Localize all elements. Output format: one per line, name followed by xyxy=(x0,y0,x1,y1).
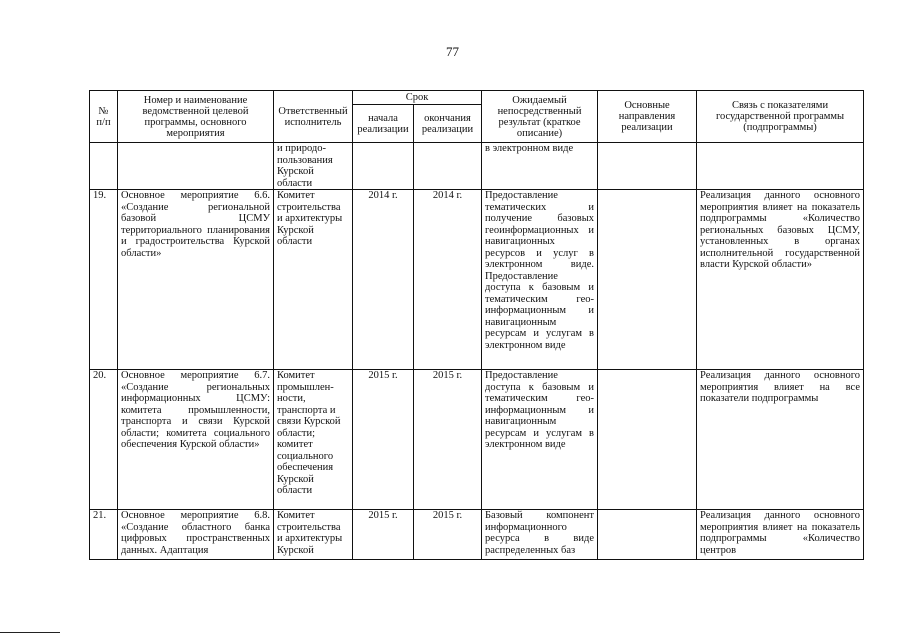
header-executor: Ответственный исполнитель xyxy=(274,91,353,143)
executor-line: области xyxy=(277,236,313,247)
row-executor xyxy=(274,510,353,560)
row-start xyxy=(353,143,414,190)
executor-line: Комитет xyxy=(277,510,315,521)
executor-line: и архитектуры xyxy=(277,213,343,224)
header-num: № п/п xyxy=(90,91,118,143)
row-program: Основное мероприятие 6.7. «Создание региональных информационных ЦСМУ: комитета промышленности, транспорта и связи Курской области; комитета социального обеспечения Курской области» xyxy=(118,370,274,510)
row-directions xyxy=(598,190,697,370)
row-executor xyxy=(274,190,353,370)
row-num xyxy=(90,143,118,190)
row-start: 2015 г. xyxy=(353,510,414,560)
executor-line: обеспечения xyxy=(277,462,334,473)
header-end: окончания реализации xyxy=(414,105,482,143)
footer-rule xyxy=(0,632,60,633)
table-body xyxy=(90,143,864,560)
executor-line: и архитектуры xyxy=(277,533,343,544)
row-result: Предоставление доступа к базовым и тематическим гео-информационным и навигационным ресурсам и услугам в электронном виде xyxy=(482,370,598,510)
executor-line: связи Курской xyxy=(277,416,341,427)
header-result: Ожидаемый непосредственный результат (краткое описание) xyxy=(482,91,598,143)
row-start: 2014 г. xyxy=(353,190,414,370)
executor-line: и природо- xyxy=(277,143,327,154)
header-link: Связь с показателями государственной программы (подпрограммы) xyxy=(697,91,864,143)
header-program: Номер и наименование ведомственной целевой программы, основного мероприятия xyxy=(118,91,274,143)
program-table xyxy=(89,90,864,560)
row-directions xyxy=(598,143,697,190)
row-num: 20. xyxy=(90,370,118,510)
row-program xyxy=(118,143,274,190)
page-number: 77 xyxy=(446,44,459,59)
row-result: в электронном виде xyxy=(482,143,598,190)
row-program: Основное мероприятие 6.8. «Создание областного банка цифровых пространственных данных. Адаптация xyxy=(118,510,274,560)
executor-line: Комитет xyxy=(277,190,315,201)
table-row xyxy=(90,370,864,510)
row-end xyxy=(414,143,482,190)
row-executor xyxy=(274,370,353,510)
row-result: Предоставление тематических и получение базовых геоинформационных и навигационных ресурсов и услуг в электронном виде. Предоставление доступа к базовым и тематическим гео-информационным и навигационным ресурсам и услугам в электронном виде xyxy=(482,190,598,370)
row-end: 2015 г. xyxy=(414,370,482,510)
row-num: 19. xyxy=(90,190,118,370)
executor-line: промышлен- xyxy=(277,381,334,393)
row-program: Основное мероприятие 6.6. «Создание региональной базовой ЦСМУ территориального планирования и градостроительства Курской области» xyxy=(118,190,274,370)
executor-line: Курской xyxy=(277,224,314,236)
header-directions: Основные направления реализации xyxy=(598,91,697,143)
row-num: 21. xyxy=(90,510,118,560)
executor-line: социального xyxy=(277,450,334,462)
row-link: Реализация данного основного мероприятия влияет на все показатели подпрограммы xyxy=(697,370,864,510)
row-link xyxy=(697,143,864,190)
executor-line: Комитет xyxy=(277,370,315,381)
header-term: Срок xyxy=(353,91,482,105)
executor-line: области xyxy=(277,485,313,496)
row-executor xyxy=(274,143,353,190)
executor-line: Курской xyxy=(277,166,314,177)
executor-line: комитет xyxy=(277,439,313,450)
executor-line: ности, xyxy=(277,393,306,404)
table-row xyxy=(90,143,864,190)
row-link: Реализация данного основного мероприятия влияет на показатель подпрограммы «Количество центров xyxy=(697,510,864,560)
row-result: Базовый компонент информационного ресурса в виде распределенных баз xyxy=(482,510,598,560)
executor-line: строительства xyxy=(277,201,341,213)
row-directions xyxy=(598,510,697,560)
table-row xyxy=(90,510,864,560)
executor-line: транспорта и xyxy=(277,404,336,416)
executor-line: пользования xyxy=(277,154,333,166)
executor-line: строительства xyxy=(277,521,341,533)
row-directions xyxy=(598,370,697,510)
executor-line: области xyxy=(277,177,313,189)
header-start: начала реализации xyxy=(353,105,414,143)
row-end: 2014 г. xyxy=(414,190,482,370)
executor-line: области; xyxy=(277,427,316,439)
row-link: Реализация данного основного мероприятия влияет на показатель подпрограммы «Количество региональных базовых ЦСМУ, установленных в органах исполнительной государственной власти Курской области» xyxy=(697,190,864,370)
row-end: 2015 г. xyxy=(414,510,482,560)
executor-line: Курской xyxy=(277,473,314,485)
row-start: 2015 г. xyxy=(353,370,414,510)
executor-line: Курской xyxy=(277,544,314,556)
table-row xyxy=(90,190,864,370)
